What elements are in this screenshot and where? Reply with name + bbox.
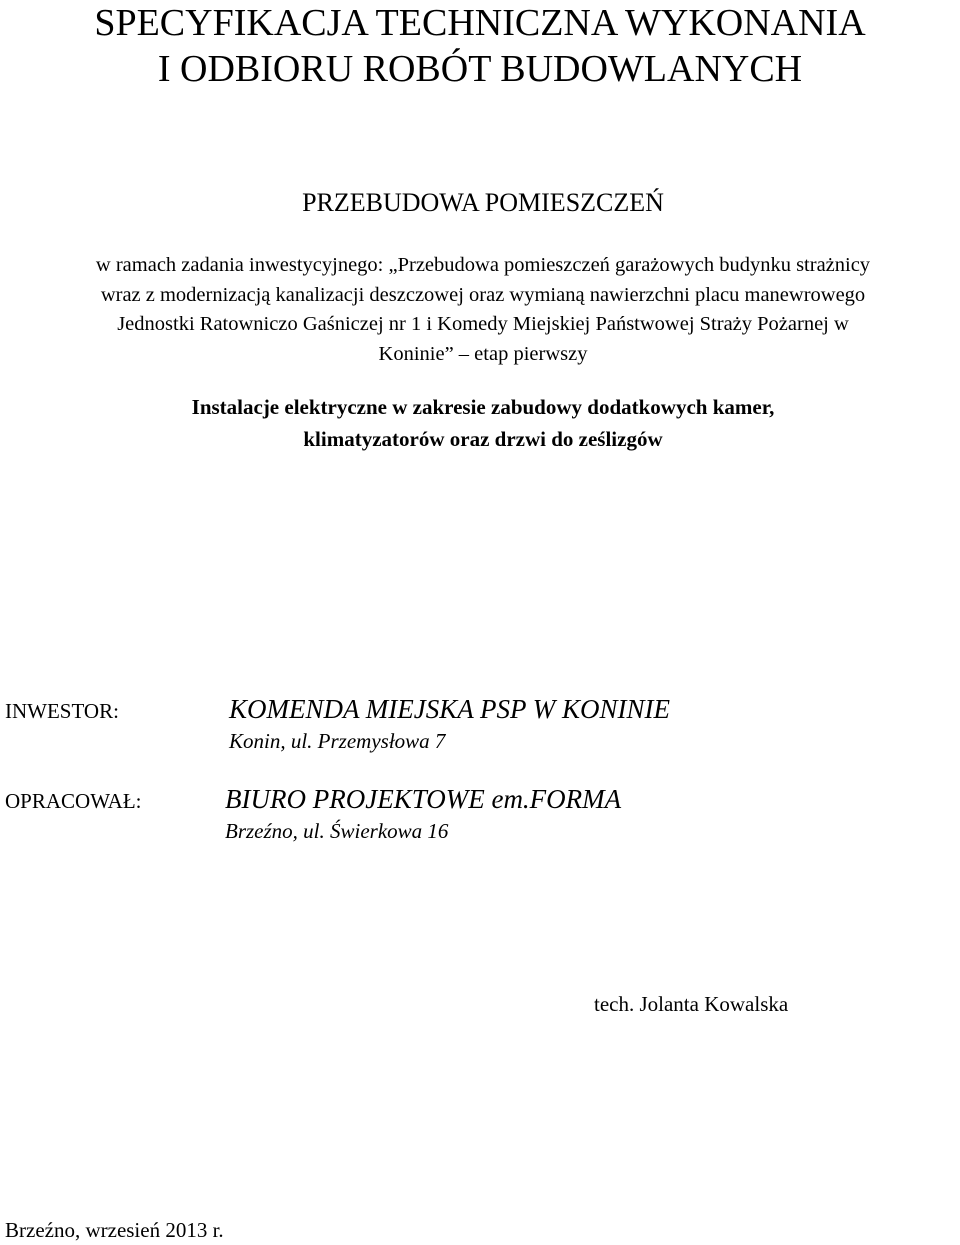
document-title xyxy=(0,0,960,92)
description-line-3: Jednostki Ratowniczo Gaśniczej nr 1 i Komedy Miejskiej Państwowej Straży Pożarnej w xyxy=(117,313,849,335)
document-title-line-2: I ODBIORU ROBÓT BUDOWLANYCH xyxy=(157,48,803,90)
description-line-1: w ramach zadania inwestycyjnego: „Przebudowa pomieszczeń garażowych budynku strażnicy xyxy=(95,254,871,276)
prepared-by-name: BIURO PROJEKTOWE em.FORMA xyxy=(225,784,622,814)
prepared-by-label: OPRACOWAŁ: xyxy=(5,789,142,813)
place-and-date: Brzeźno, wrzesień 2013 r. xyxy=(5,1218,224,1242)
description-line-4: Koninie” – etap pierwszy xyxy=(378,342,588,365)
investor-label: INWESTOR: xyxy=(5,699,119,723)
work-scope xyxy=(0,391,960,455)
author-name: tech. Jolanta Kowalska xyxy=(594,992,789,1016)
investor-name: KOMENDA MIEJSKA PSP W KONINIE xyxy=(229,694,670,724)
investor-address: Konin, ul. Przemysłowa 7 xyxy=(229,729,446,753)
work-scope-line-2: klimatyzatorów oraz drzwi do ześlizgów xyxy=(303,427,663,451)
project-subtitle: PRZEBUDOWA POMIESZCZEŃ xyxy=(302,188,664,217)
work-scope-line-1: Instalacje elektryczne w zakresie zabudowy dodatkowych kamer, xyxy=(191,395,775,419)
document-title-line-1: SPECYFIKACJA TECHNICZNA WYKONANIA xyxy=(94,2,866,44)
description-line-2: wraz z modernizacją kanalizacji deszczowej oraz wymianą nawierzchni placu manewrowego xyxy=(100,283,866,306)
project-description xyxy=(0,251,960,369)
prepared-by-address: Brzeźno, ul. Świerkowa 16 xyxy=(225,819,449,843)
